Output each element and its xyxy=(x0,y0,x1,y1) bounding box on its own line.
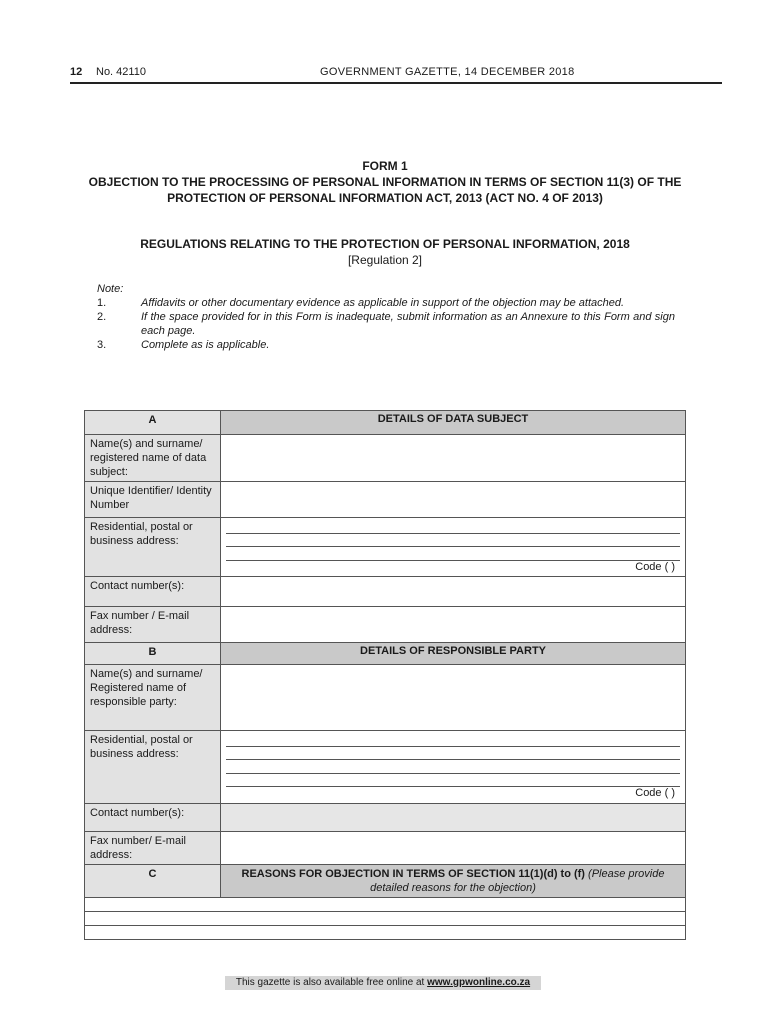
responsible-party-name-label: Name(s) and surname/ Registered name of responsible party: xyxy=(85,665,221,731)
form-title xyxy=(80,158,690,206)
notes-heading: Note: xyxy=(97,283,124,295)
regulation-reference: [Regulation 2] xyxy=(347,253,423,267)
data-subject-address-field[interactable] xyxy=(221,518,686,577)
address-line[interactable] xyxy=(226,760,680,774)
section-a-letter: A xyxy=(85,411,221,435)
reason-line[interactable] xyxy=(85,897,686,911)
note-item xyxy=(97,296,675,310)
note-text: Affidavits or other documentary evidence as applicable in support of the objection may be attached. xyxy=(141,297,625,309)
data-subject-id-field[interactable] xyxy=(221,482,686,518)
page-number: 12 xyxy=(70,66,83,78)
page-footer xyxy=(225,976,541,990)
responsible-party-fax-field[interactable] xyxy=(221,831,686,864)
data-subject-contact-label: Contact number(s): xyxy=(85,577,221,607)
form-heading: OBJECTION TO THE PROCESSING OF PERSONAL INFORMATION IN TERMS OF SECTION 11(3) OF THE PROTECTION OF PERSONAL INFORMATION ACT, 2013 (ACT NO. 4 OF 2013) xyxy=(88,175,682,205)
section-c-heading-text: REASONS FOR OBJECTION IN TERMS OF SECTION 11(1)(d) to (f) xyxy=(241,867,585,880)
note-text: Complete as is applicable. xyxy=(141,339,270,351)
responsible-party-contact-field[interactable] xyxy=(221,803,686,831)
address-line[interactable] xyxy=(226,520,680,534)
data-subject-id-label: Unique Identifier/ Identity Number xyxy=(85,482,221,518)
objection-form-table xyxy=(84,410,686,940)
section-b-heading: DETAILS OF RESPONSIBLE PARTY xyxy=(221,643,686,665)
data-subject-fax-label: Fax number / E-mail address: xyxy=(85,607,221,643)
regulations-title: REGULATIONS RELATING TO THE PROTECTION OF PERSONAL INFORMATION, 2018 xyxy=(140,237,630,251)
address-line[interactable] xyxy=(226,747,680,761)
address-line[interactable] xyxy=(226,547,680,561)
note-number: 3. xyxy=(97,339,107,351)
footer-link[interactable]: www.gpwonline.co.za xyxy=(427,977,531,988)
data-subject-name-field[interactable] xyxy=(221,435,686,482)
postal-code-field[interactable]: Code ( ) xyxy=(635,560,675,573)
note-text: If the space provided for in this Form is inadequate, submit information as an Annexure to this Form and sign each page. xyxy=(141,311,675,337)
reason-line[interactable] xyxy=(85,925,686,939)
responsible-party-address-label: Residential, postal or business address: xyxy=(85,731,221,804)
form-number: FORM 1 xyxy=(362,159,408,173)
data-subject-address-label: Residential, postal or business address: xyxy=(85,518,221,577)
note-number: 2. xyxy=(97,311,107,323)
responsible-party-contact-label: Contact number(s): xyxy=(85,803,221,831)
section-c-heading-note: (Please provide detailed reasons for the objection) xyxy=(370,867,665,894)
responsible-party-address-field[interactable] xyxy=(221,731,686,804)
page-header xyxy=(70,66,722,84)
section-b-letter: B xyxy=(85,643,221,665)
responsible-party-name-field[interactable] xyxy=(221,665,686,731)
postal-code-field[interactable]: Code ( ) xyxy=(635,787,675,799)
reason-line[interactable] xyxy=(85,911,686,925)
section-c-heading xyxy=(221,864,686,897)
section-a-heading: DETAILS OF DATA SUBJECT xyxy=(221,411,686,435)
note-item xyxy=(97,310,675,338)
gazette-title: GOVERNMENT GAZETTE, 14 DECEMBER 2018 xyxy=(320,66,575,78)
footer-text: This gazette is also available free online at xyxy=(235,977,425,988)
note-item xyxy=(97,338,675,352)
address-line[interactable] xyxy=(226,534,680,548)
address-line[interactable] xyxy=(226,774,680,788)
address-line[interactable] xyxy=(226,733,680,747)
data-subject-name-label: Name(s) and surname/ registered name of data subject: xyxy=(85,435,221,482)
data-subject-contact-field[interactable] xyxy=(221,577,686,607)
responsible-party-fax-label: Fax number/ E-mail address: xyxy=(85,831,221,864)
section-c-letter: C xyxy=(85,864,221,897)
notes-block xyxy=(97,282,675,352)
note-number: 1. xyxy=(97,297,107,309)
issue-number: No. 42110 xyxy=(96,66,146,78)
regulations-block xyxy=(80,236,690,268)
data-subject-fax-field[interactable] xyxy=(221,607,686,643)
